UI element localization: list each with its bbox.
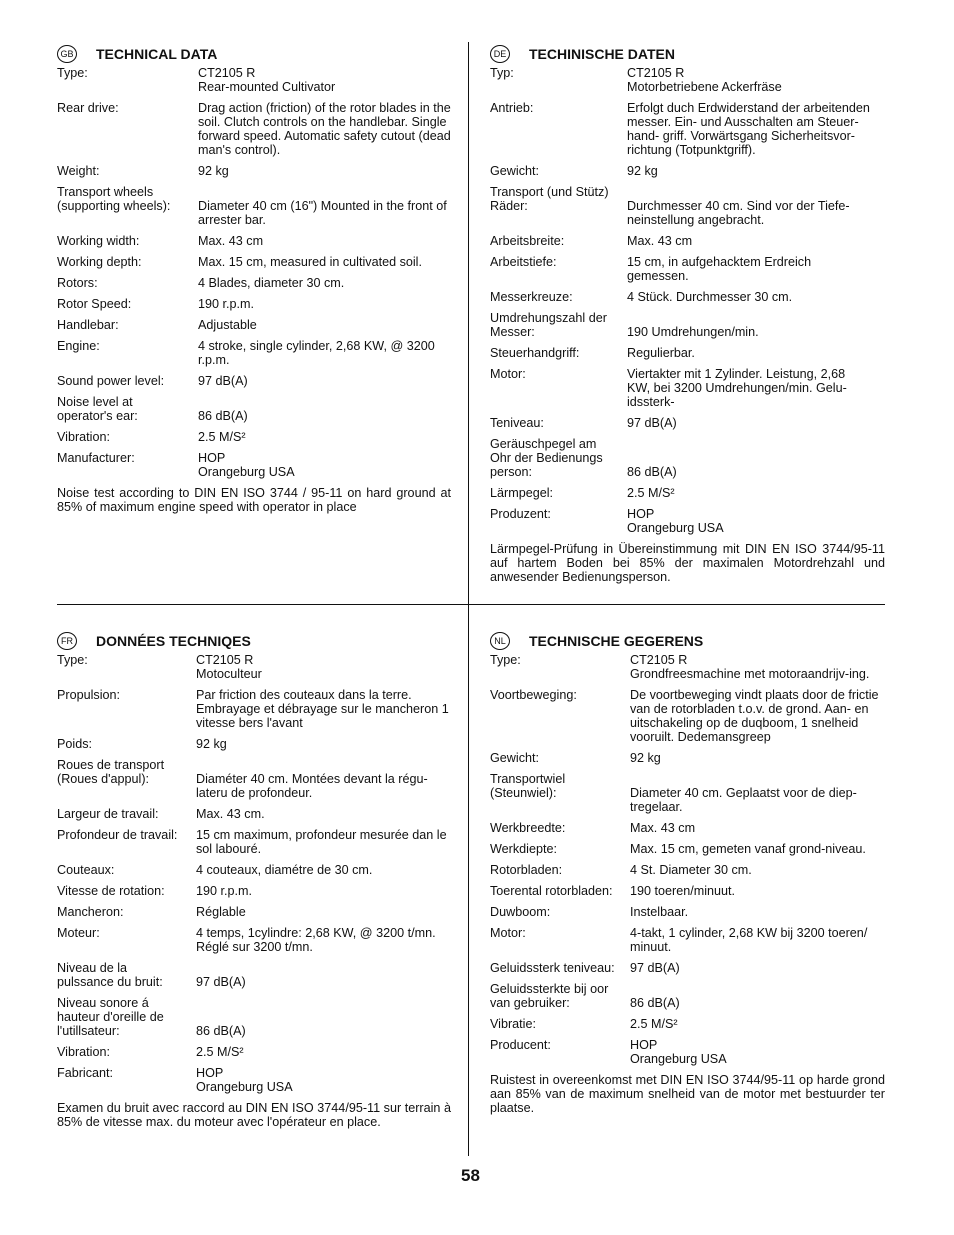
spec-row xyxy=(57,374,451,388)
spec-row xyxy=(57,863,451,877)
spec-value: Réglable xyxy=(196,905,246,919)
spec-value: Diameter 40 cm (16") Mounted in the front of arrester bar. xyxy=(198,199,447,227)
spec-label: Manufacturer: xyxy=(57,451,135,465)
spec-list xyxy=(490,653,885,1066)
spec-row xyxy=(57,430,451,444)
spec-value: 15 cm maximum, profondeur mesurée dan le sol labouré. xyxy=(196,828,447,856)
spec-label: Vibration: xyxy=(57,1045,110,1059)
spec-label: Werkdiepte: xyxy=(490,842,557,856)
spec-row xyxy=(490,863,885,877)
spec-value: Viertakter mit 1 Zylinder. Leistung, 2,68 KW, bei 3200 Umdrehungen/min. Gelu-idssterk- xyxy=(627,367,847,409)
spec-value: 86 dB(A) xyxy=(196,1024,246,1038)
spec-row xyxy=(57,297,451,311)
spec-row xyxy=(490,66,885,94)
spec-row xyxy=(57,1066,451,1094)
spec-label: Vitesse de rotation: xyxy=(57,884,165,898)
spec-value: 4-takt, 1 cylinder, 2,68 KW bij 3200 toeren/ minuut. xyxy=(630,926,868,954)
section-technical-data-fr xyxy=(57,631,451,1129)
spec-value: Max. 43 cm. xyxy=(196,807,265,821)
section-header xyxy=(490,44,885,64)
language-badge-fr: FR xyxy=(57,632,77,650)
spec-label: Working depth: xyxy=(57,255,142,269)
spec-label: Arbeitstiefe: xyxy=(490,255,557,269)
spec-label: Type: xyxy=(490,653,521,667)
spec-value: Max. 43 cm xyxy=(630,821,696,835)
noise-test-note: Lärmpegel-Prüfung in Übereinstimmung mit DIN EN ISO 3744/95-11 auf hartem Boden bei 85% der maximalen Motordrehzahl und anwesender Bedienungsperson. xyxy=(490,542,885,584)
spec-label: Umdrehungszahl der Messer: xyxy=(490,311,607,339)
spec-row xyxy=(490,751,885,765)
spec-value: 2.5 M/S² xyxy=(196,1045,244,1059)
spec-row xyxy=(490,982,885,1010)
spec-row xyxy=(57,185,451,227)
spec-label: Teniveau: xyxy=(490,416,544,430)
spec-value: 4 St. Diameter 30 cm. xyxy=(630,863,752,877)
spec-list xyxy=(57,653,451,1094)
spec-value: Regulierbar. xyxy=(627,346,695,360)
spec-label: Engine: xyxy=(57,339,100,353)
spec-label: Rotor Speed: xyxy=(57,297,132,311)
section-technical-data-de xyxy=(490,44,885,584)
spec-value: Diaméter 40 cm. Montées devant la régu-lateru de profondeur. xyxy=(196,772,428,800)
spec-label: Fabricant: xyxy=(57,1066,113,1080)
noise-test-note: Ruistest in overeenkomst met DIN EN ISO 3744/95-11 op harde grond aan 85% van de maximum snelheid van de motor met bestuurder ter plaatse. xyxy=(490,1073,885,1115)
spec-value: 92 kg xyxy=(630,751,661,765)
spec-value: Durchmesser 40 cm. Sind vor der Tiefe-neinstellung angebracht. xyxy=(627,199,850,227)
spec-label: Duwboom: xyxy=(490,905,551,919)
spec-label: Werkbreedte: xyxy=(490,821,566,835)
spec-row xyxy=(57,276,451,290)
spec-value: 92 kg xyxy=(627,164,658,178)
section-header xyxy=(57,631,451,651)
spec-label: Transportwiel (Steunwiel): xyxy=(490,772,566,800)
spec-value: Instelbaar. xyxy=(630,905,689,919)
spec-label: Motor: xyxy=(490,367,526,381)
spec-label: Poids: xyxy=(57,737,93,751)
section-title: TECHNICAL DATA xyxy=(96,46,218,62)
spec-label: Sound power level: xyxy=(57,374,165,388)
spec-label: Profondeur de travail: xyxy=(57,828,178,842)
spec-value: HOP Orangeburg USA xyxy=(198,451,295,479)
spec-value: 92 kg xyxy=(196,737,227,751)
spec-row xyxy=(57,996,451,1038)
spec-row xyxy=(57,234,451,248)
spec-value: Max. 15 cm, gemeten vanaf grond-niveau. xyxy=(630,842,866,856)
spec-row xyxy=(57,339,451,367)
spec-label: Vibration: xyxy=(57,430,110,444)
spec-row xyxy=(57,395,451,423)
spec-value: CT2105 R Motorbetriebene Ackerfräse xyxy=(627,66,782,94)
spec-list xyxy=(490,66,885,535)
spec-value: 97 dB(A) xyxy=(196,975,246,989)
section-header xyxy=(57,44,451,64)
spec-value: 97 dB(A) xyxy=(627,416,677,430)
spec-label: Produzent: xyxy=(490,507,551,521)
spec-row xyxy=(490,437,885,479)
spec-row xyxy=(57,905,451,919)
spec-label: Rear drive: xyxy=(57,101,119,115)
spec-label: Antrieb: xyxy=(490,101,534,115)
noise-test-note: Examen du bruit avec raccord au DIN EN ISO 3744/95-11 sur terrain à 85% de vitesse max. du moteur avec l'opérateur en place. xyxy=(57,1101,451,1129)
spec-row xyxy=(57,807,451,821)
spec-value: Max. 43 cm xyxy=(198,234,264,248)
spec-value: 86 dB(A) xyxy=(627,465,677,479)
spec-label: Steuerhandgriff: xyxy=(490,346,580,360)
spec-label: Handlebar: xyxy=(57,318,119,332)
language-badge-gb: GB xyxy=(57,45,77,63)
spec-value: 86 dB(A) xyxy=(630,996,680,1010)
spec-row xyxy=(490,416,885,430)
spec-row xyxy=(490,926,885,954)
section-title: TECHNISCHE GEGERENS xyxy=(529,633,704,649)
spec-row xyxy=(57,884,451,898)
spec-row xyxy=(57,926,451,954)
spec-value: 97 dB(A) xyxy=(630,961,680,975)
spec-value: Diameter 40 cm. Geplaatst voor de diep-tregelaar. xyxy=(630,786,857,814)
spec-row xyxy=(490,772,885,814)
spec-value: 190 r.p.m. xyxy=(196,884,253,898)
spec-row xyxy=(490,842,885,856)
spec-row xyxy=(57,66,451,94)
spec-value: Max. 15 cm, measured in cultivated soil. xyxy=(198,255,422,269)
spec-value: Max. 43 cm xyxy=(627,234,693,248)
spec-label: Transport (und Stütz) Räder: xyxy=(490,185,609,213)
spec-label: Geräuschpegel am Ohr der Bedienungs person: xyxy=(490,437,603,479)
spec-value: CT2105 R Grondfreesmachine met motoraandrijv-ing. xyxy=(630,653,870,681)
spec-value: 4 Stück. Durchmesser 30 cm. xyxy=(627,290,793,304)
section-technical-data-en xyxy=(57,44,451,514)
spec-row xyxy=(490,486,885,500)
spec-label: Typ: xyxy=(490,66,514,80)
spec-value: HOP Orangeburg USA xyxy=(196,1066,293,1094)
spec-label: Roues de transport (Roues d'appul): xyxy=(57,758,165,786)
spec-value: 2.5 M/S² xyxy=(630,1017,678,1031)
spec-row xyxy=(57,758,451,800)
spec-value: De voortbeweging vindt plaats door de frictie van de rotorbladen t.o.v. de grond. Aan- en uitschakeling op de duqboom, 1 snelheid vooruilt. Dedemansgreep xyxy=(630,688,879,744)
spec-label: Motor: xyxy=(490,926,526,940)
spec-row xyxy=(490,1017,885,1031)
spec-row xyxy=(490,905,885,919)
spec-row xyxy=(57,961,451,989)
spec-row xyxy=(490,255,885,283)
spec-value: 2.5 M/S² xyxy=(627,486,675,500)
spec-row xyxy=(57,255,451,269)
spec-row xyxy=(57,828,451,856)
spec-value: Erfolgt duch Erdwiderstand der arbeitenden messer. Ein- und Ausschalten am Steuer-hand- griff. Vorwärtsgang Sicherheitsvor-richtung (Totpunktgriff). xyxy=(627,101,870,157)
section-title: DONNÉES TECHNIQES xyxy=(96,633,251,649)
spec-value: Par friction des couteaux dans la terre. Embrayage et débrayage sur le mancheron 1 vitesse bers l'avant xyxy=(196,688,449,730)
spec-value: CT2105 R Rear-mounted Cultivator xyxy=(198,66,336,94)
language-badge-de: DE xyxy=(490,45,510,63)
spec-row xyxy=(490,290,885,304)
spec-label: Largeur de travail: xyxy=(57,807,159,821)
spec-row xyxy=(490,234,885,248)
spec-label: Messerkreuze: xyxy=(490,290,573,304)
spec-row xyxy=(57,688,451,730)
spec-row xyxy=(490,653,885,681)
spec-value: 190 r.p.m. xyxy=(198,297,255,311)
spec-row xyxy=(57,737,451,751)
spec-row xyxy=(490,101,885,157)
spec-label: Type: xyxy=(57,653,88,667)
spec-row xyxy=(57,164,451,178)
spec-row xyxy=(490,311,885,339)
spec-label: Working width: xyxy=(57,234,140,248)
spec-row xyxy=(57,318,451,332)
language-badge-nl: NL xyxy=(490,632,510,650)
spec-row xyxy=(490,346,885,360)
spec-label: Niveau sonore á hauteur d'oreille de l'utillsateur: xyxy=(57,996,164,1038)
spec-row xyxy=(490,1038,885,1066)
spec-row xyxy=(57,653,451,681)
spec-row xyxy=(490,884,885,898)
spec-value: HOP Orangeburg USA xyxy=(627,507,724,535)
spec-label: Rotors: xyxy=(57,276,98,290)
spec-label: Couteaux: xyxy=(57,863,115,877)
column-divider xyxy=(468,42,469,1156)
spec-label: Type: xyxy=(57,66,88,80)
spec-label: Propulsion: xyxy=(57,688,121,702)
spec-label: Voortbeweging: xyxy=(490,688,577,702)
page-number: 58 xyxy=(461,1166,480,1185)
spec-label: Niveau de la pulssance du bruit: xyxy=(57,961,163,989)
spec-row xyxy=(490,185,885,227)
section-technical-data-nl xyxy=(490,631,885,1115)
spec-label: Mancheron: xyxy=(57,905,124,919)
spec-label: Transport wheels (supporting wheels): xyxy=(57,185,171,213)
spec-label: Geluidssterk teniveau: xyxy=(490,961,615,975)
noise-test-note: Noise test according to DIN EN ISO 3744 / 95-11 on hard ground at 85% of maximum engine speed with operator in place xyxy=(57,486,451,514)
spec-list xyxy=(57,66,451,479)
spec-label: Vibratie: xyxy=(490,1017,536,1031)
spec-row xyxy=(490,164,885,178)
spec-value: 15 cm, in aufgehacktem Erdreich gemessen. xyxy=(627,255,812,283)
spec-value: CT2105 R Motoculteur xyxy=(196,653,262,681)
spec-label: Moteur: xyxy=(57,926,100,940)
section-title: TECHINISCHE DATEN xyxy=(529,46,675,62)
spec-value: 92 kg xyxy=(198,164,229,178)
spec-label: Weight: xyxy=(57,164,100,178)
row-divider xyxy=(57,604,885,605)
spec-row xyxy=(57,451,451,479)
spec-label: Producent: xyxy=(490,1038,551,1052)
spec-value: 4 stroke, single cylinder, 2,68 KW, @ 3200 r.p.m. xyxy=(198,339,435,367)
spec-value: 190 Umdrehungen/min. xyxy=(627,325,759,339)
spec-row xyxy=(57,101,451,157)
spec-label: Gewicht: xyxy=(490,164,539,178)
spec-label: Noise level at operator's ear: xyxy=(57,395,138,423)
spec-value: 4 Blades, diameter 30 cm. xyxy=(198,276,345,290)
spec-label: Arbeitsbreite: xyxy=(490,234,565,248)
spec-value: 97 dB(A) xyxy=(198,374,248,388)
spec-row xyxy=(490,688,885,744)
section-header xyxy=(490,631,885,651)
spec-value: 190 toeren/minuut. xyxy=(630,884,736,898)
spec-label: Rotorbladen: xyxy=(490,863,563,877)
spec-value: Drag action (friction) of the rotor blades in the soil. Clutch controls on the handlebar. Single forward speed. Automatic safety cutout (dead man's control). xyxy=(198,101,451,157)
spec-row xyxy=(490,821,885,835)
spec-label: Gewicht: xyxy=(490,751,539,765)
spec-row xyxy=(490,367,885,409)
spec-value: HOP Orangeburg USA xyxy=(630,1038,727,1066)
spec-value: Adjustable xyxy=(198,318,257,332)
spec-row xyxy=(57,1045,451,1059)
spec-value: 2.5 M/S² xyxy=(198,430,246,444)
spec-value: 4 couteaux, diamétre de 30 cm. xyxy=(196,863,373,877)
spec-row xyxy=(490,507,885,535)
spec-label: Geluidssterkte bij oor van gebruiker: xyxy=(490,982,609,1010)
spec-value: 4 temps, 1cylindre: 2,68 KW, @ 3200 t/mn. Réglé sur 3200 t/mn. xyxy=(196,926,436,954)
spec-value: 86 dB(A) xyxy=(198,409,248,423)
spec-label: Lärmpegel: xyxy=(490,486,554,500)
spec-row xyxy=(490,961,885,975)
spec-label: Toerental rotorbladen: xyxy=(490,884,613,898)
